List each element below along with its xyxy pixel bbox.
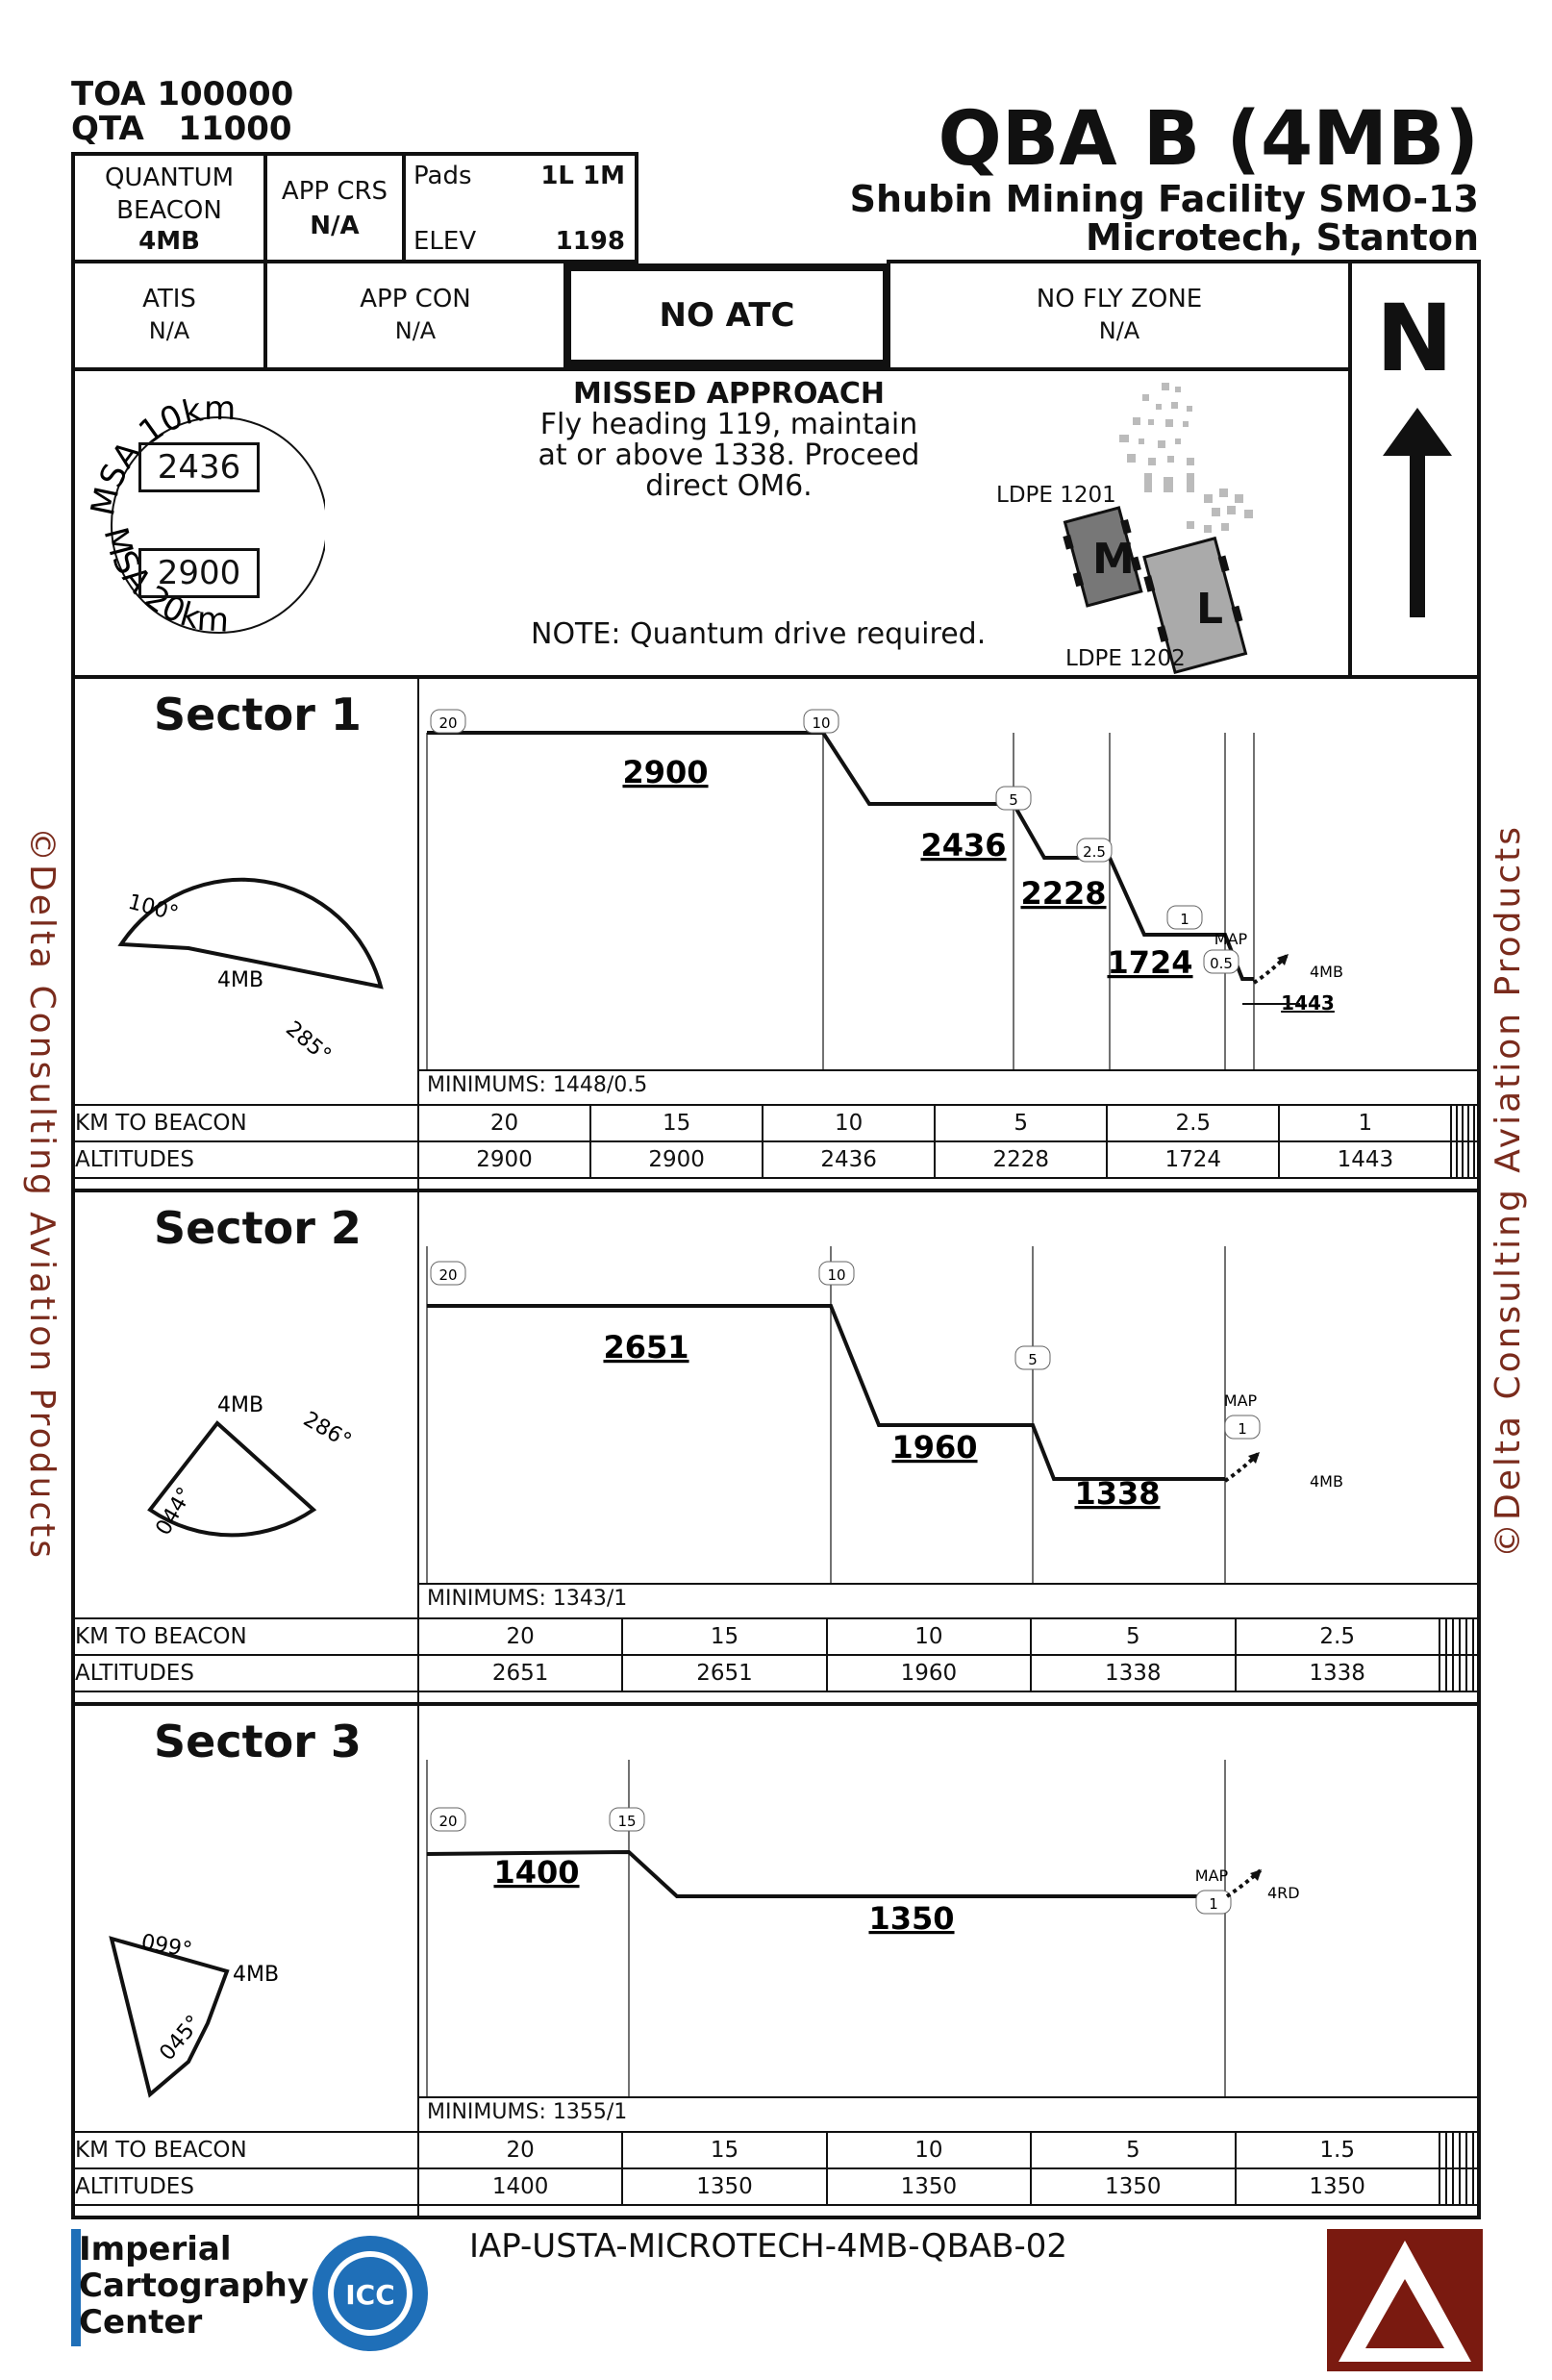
sector-arc — [112, 1939, 227, 2094]
km-cell — [1446, 2132, 1453, 2168]
app-con-box — [263, 260, 567, 371]
bearing-a-label: 099° — [138, 1930, 194, 1964]
bearing-b-label: 045° — [155, 2011, 207, 2066]
fix-flag-label: 10 — [812, 714, 831, 732]
org-name — [79, 2231, 309, 2341]
document-id: IAP-USTA-MICROTECH-4MB-QBAB-02 — [469, 2227, 1068, 2266]
minimums-rule — [417, 1583, 1477, 1585]
km-cell: 20 — [418, 1618, 622, 1655]
fix-flag-label: 10 — [827, 1266, 846, 1284]
altitude-cell: 1443 — [1279, 1141, 1451, 1178]
atis-value: N/A — [148, 317, 190, 344]
seal-text: ICC — [345, 2279, 395, 2311]
segment-altitude: 1400 — [493, 1854, 580, 1891]
km-cell: 15 — [622, 2132, 826, 2168]
sector-beacon-label: 4MB — [217, 968, 264, 992]
altitude-cell — [1460, 2168, 1466, 2205]
km-to-beacon-label: KM TO BEACON — [71, 1105, 418, 1141]
pads-elev-box — [402, 152, 638, 263]
km-cell: 15 — [590, 1105, 763, 1141]
elev-value: 1198 — [555, 227, 625, 256]
north-arrow-box — [1348, 260, 1481, 679]
km-cell — [1439, 2132, 1446, 2168]
segment-altitude: 1443 — [1281, 991, 1335, 1015]
no-atc-label: NO ATC — [659, 296, 795, 335]
sector-title: Sector 2 — [154, 1202, 362, 1254]
no-fly-zone-box — [887, 260, 1352, 371]
km-to-beacon-label: KM TO BEACON — [71, 2132, 418, 2168]
altitude-cell — [1474, 1141, 1480, 1178]
pad-l: L — [1196, 585, 1224, 634]
altitudes-label: ALTITUDES — [71, 2168, 418, 2205]
km-cell: 10 — [827, 1618, 1031, 1655]
bearing-b-label: 286° — [299, 1407, 356, 1454]
org-seal-icon — [310, 2233, 431, 2354]
msa-bottom-label: MSA 20km — [95, 523, 231, 640]
altitude-cell: 1960 — [827, 1655, 1031, 1691]
table-row — [71, 2168, 1480, 2205]
missed-approach-title: MISSED APPROACH — [572, 377, 886, 411]
atis-label: ATIS — [142, 285, 196, 313]
altitude-table — [71, 1617, 1481, 1692]
km-cell — [1466, 1618, 1473, 1655]
altitude-cell — [1466, 1655, 1473, 1691]
km-cell — [1453, 1618, 1460, 1655]
km-cell: 10 — [827, 2132, 1031, 2168]
altitude-cell: 2436 — [763, 1141, 935, 1178]
qta-label: QTA 11000 — [71, 110, 292, 148]
sector-block — [71, 675, 1481, 1192]
sector-beacon-label: 4MB — [233, 1963, 280, 1987]
altitude-cell — [1446, 2168, 1453, 2205]
km-cell — [1446, 1618, 1453, 1655]
fix-flag-label: 2.5 — [1083, 843, 1106, 861]
location-name: Microtech, Stanton — [1086, 216, 1479, 259]
map-label: MAP — [1214, 930, 1248, 948]
segment-altitude: 2651 — [603, 1329, 689, 1365]
app-crs-label: APP CRS — [281, 177, 388, 206]
elev-label: ELEV — [413, 227, 477, 256]
map-label: MAP — [1223, 1391, 1258, 1410]
segment-altitude: 2436 — [920, 827, 1007, 864]
no-fly-label: NO FLY ZONE — [1036, 285, 1203, 313]
north-arrow-icon — [1379, 408, 1456, 619]
org-line-2: Cartography — [79, 2267, 310, 2305]
table-row — [71, 1141, 1480, 1178]
altitudes-label: ALTITUDES — [71, 1655, 418, 1691]
pad-m-label: LDPE 1201 — [996, 483, 1116, 508]
toa-label: TOA 100000 — [71, 75, 294, 113]
fix-flag-label: 20 — [438, 714, 458, 732]
km-cell — [1460, 1618, 1466, 1655]
arrow-head-icon — [1250, 1869, 1262, 1881]
km-cell: 20 — [418, 1105, 590, 1141]
fix-flag-label: 1 — [1209, 1895, 1218, 1913]
segment-altitude: 1724 — [1107, 944, 1193, 981]
missed-approach-text — [479, 379, 979, 502]
pad-m: M — [1092, 535, 1135, 584]
msa-inner-value: 2436 — [138, 442, 260, 492]
altitude-cell — [1466, 2168, 1473, 2205]
minimums-rule — [417, 1069, 1477, 1071]
minimums-label: MINIMUMS: 1343/1 — [427, 1587, 628, 1611]
landing-pads-map — [969, 371, 1335, 677]
briefing-panel — [71, 367, 1352, 679]
sector-block — [71, 1189, 1481, 1706]
altitude-cell: 2651 — [622, 1655, 826, 1691]
msa-top-label: MSA 10km — [83, 388, 237, 519]
altitude-cell: 1338 — [1236, 1655, 1439, 1691]
app-crs-box — [263, 152, 406, 263]
altitude-cell: 1350 — [1236, 2168, 1439, 2205]
km-cell: 5 — [935, 1105, 1107, 1141]
app-con-label: APP CON — [360, 285, 471, 313]
profile-end-label: 4RD — [1267, 1884, 1300, 1902]
fix-flag-label: 1 — [1238, 1420, 1247, 1438]
altitude-cell: 2900 — [590, 1141, 763, 1178]
altitude-cell: 2651 — [418, 1655, 622, 1691]
table-row — [71, 1105, 1480, 1141]
profile-end-label: 4MB — [1310, 1472, 1343, 1491]
segment-altitude: 2900 — [622, 754, 709, 790]
km-cell: 20 — [418, 2132, 622, 2168]
missed-approach-line2: at or above 1338. Proceed — [538, 438, 920, 472]
altitude-cell: 1350 — [1031, 2168, 1235, 2205]
km-to-beacon-label: KM TO BEACON — [71, 1618, 418, 1655]
altitude-cell — [1460, 1655, 1466, 1691]
km-cell: 5 — [1031, 2132, 1235, 2168]
km-cell — [1460, 2132, 1466, 2168]
copyright-right: ©Delta Consulting Aviation Products — [1489, 823, 1528, 1558]
descent-path — [427, 1306, 1225, 1479]
fix-flag-label: 0.5 — [1210, 955, 1233, 972]
copyright-left: ©Delta Consulting Aviation Products — [22, 827, 62, 1562]
altitude-cell — [1446, 1655, 1453, 1691]
km-cell: 10 — [763, 1105, 935, 1141]
altitude-cell — [1439, 2168, 1446, 2205]
minimums-label: MINIMUMS: 1448/0.5 — [427, 1073, 648, 1097]
msa-outer-value: 2900 — [138, 548, 260, 598]
altitudes-label: ALTITUDES — [71, 1141, 418, 1178]
table-row — [71, 2132, 1480, 2168]
quantum-beacon-box — [71, 152, 267, 263]
minimums-label: MINIMUMS: 1355/1 — [427, 2100, 628, 2124]
fix-flag-label: 5 — [1009, 791, 1018, 809]
bearing-b-label: 285° — [281, 1016, 336, 1068]
sector-diagram — [83, 1783, 410, 2187]
north-label: N — [1375, 285, 1454, 392]
table-row — [71, 1655, 1480, 1691]
altitude-table — [71, 2131, 1481, 2206]
km-cell — [1439, 1618, 1446, 1655]
beacon-value: 4MB — [138, 227, 200, 256]
descent-path — [427, 733, 1254, 979]
descent-profile — [425, 1192, 1483, 1596]
altitude-cell — [1453, 2168, 1460, 2205]
segment-altitude: 1338 — [1074, 1475, 1161, 1512]
page-title: QBA B (4MB) — [938, 96, 1479, 183]
altitude-table — [71, 1104, 1481, 1179]
msa-circle — [75, 371, 325, 679]
no-atc-box — [563, 263, 890, 367]
map-label: MAP — [1194, 1866, 1229, 1885]
segment-altitude: 1350 — [868, 1900, 955, 1937]
fix-flag-label: 1 — [1180, 911, 1189, 928]
pad-l-label: LDPE 1202 — [1065, 646, 1186, 671]
minimums-rule — [417, 2096, 1477, 2098]
sector-beacon-label: 4MB — [217, 1393, 264, 1417]
descent-profile — [425, 1706, 1483, 2110]
altitude-cell: 1724 — [1107, 1141, 1279, 1178]
altitude-cell — [1439, 1655, 1446, 1691]
km-cell — [1473, 1618, 1480, 1655]
altitude-cell — [1453, 1655, 1460, 1691]
altitude-cell: 1350 — [827, 2168, 1031, 2205]
missed-approach-line1: Fly heading 119, maintain — [539, 408, 918, 441]
missed-approach-line3: direct OM6. — [645, 469, 813, 503]
altitude-cell: 1350 — [622, 2168, 826, 2205]
altitude-cell: 1338 — [1031, 1655, 1235, 1691]
km-cell: 15 — [622, 1618, 826, 1655]
no-fly-value: N/A — [1098, 317, 1140, 344]
org-line-3: Center — [79, 2303, 203, 2342]
sector-title: Sector 3 — [154, 1716, 362, 1767]
segment-altitude: 1960 — [891, 1429, 978, 1466]
org-line-1: Imperial — [79, 2230, 232, 2268]
altitude-cell: 2228 — [935, 1141, 1107, 1178]
km-cell: 2.5 — [1236, 1618, 1439, 1655]
sector-block — [71, 1702, 1481, 2219]
descent-profile — [425, 679, 1483, 1083]
fix-flag-label: 15 — [617, 1813, 637, 1830]
altitude-cell: 1400 — [418, 2168, 622, 2205]
fix-flag-label: 5 — [1028, 1351, 1038, 1368]
km-cell: 5 — [1031, 1618, 1235, 1655]
km-cell — [1466, 2132, 1473, 2168]
fix-flag-label: 20 — [438, 1266, 458, 1284]
app-con-value: N/A — [394, 317, 437, 344]
km-cell: 1 — [1279, 1105, 1451, 1141]
pads-label: Pads — [413, 162, 472, 190]
km-cell: 1.5 — [1236, 2132, 1439, 2168]
atis-box — [71, 260, 267, 371]
km-cell — [1474, 1105, 1480, 1141]
app-crs-value: N/A — [310, 212, 360, 240]
delta-logo-icon — [1327, 2229, 1483, 2371]
km-cell — [1453, 2132, 1460, 2168]
table-row — [71, 1618, 1480, 1655]
altitude-cell — [1473, 1655, 1480, 1691]
altitude-cell — [1473, 2168, 1480, 2205]
profile-end-label: 4MB — [1310, 963, 1343, 981]
facility-name: Shubin Mining Facility SMO-13 — [849, 178, 1479, 220]
km-cell: 2.5 — [1107, 1105, 1279, 1141]
altitude-cell: 2900 — [418, 1141, 590, 1178]
missed-approach-note: NOTE: Quantum drive required. — [531, 617, 987, 651]
sector-diagram — [83, 756, 410, 1160]
km-cell — [1473, 2132, 1480, 2168]
segment-altitude: 2228 — [1020, 875, 1107, 912]
beacon-label: QUANTUM BEACON — [104, 163, 235, 225]
sector-title: Sector 1 — [154, 689, 362, 740]
bearing-a-label: 100° — [125, 889, 182, 927]
sector-diagram — [83, 1269, 410, 1673]
fix-flag-label: 20 — [438, 1813, 458, 1830]
bearing-a-label: 044° — [151, 1483, 198, 1540]
pads-value: 1L 1M — [540, 162, 625, 190]
